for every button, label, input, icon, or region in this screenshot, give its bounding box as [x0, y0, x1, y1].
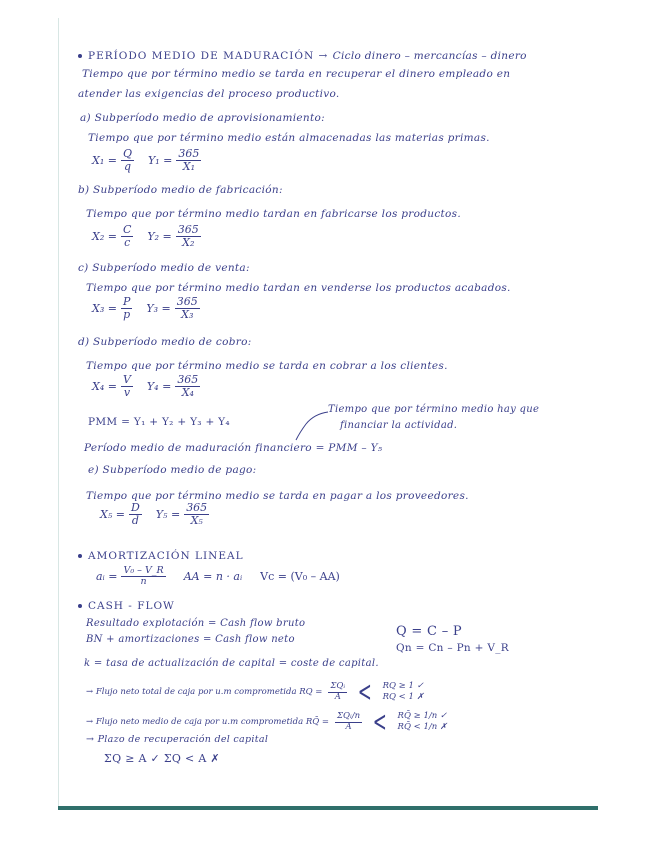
subperiod-e-title: e) Subperíodo medio de pago: [88, 464, 257, 476]
fraction-denominator: A [334, 691, 341, 702]
fraction-numerator: D [130, 501, 140, 514]
fraction-denominator: X₁ [182, 160, 196, 174]
k-definition: k = tasa de actualización de capital = coste de capital. [84, 658, 379, 669]
payback-conditions: ΣQ ≥ A ✓ ΣQ < A ✗ [104, 752, 220, 765]
subperiod-c-formulas [92, 296, 200, 321]
fraction-numerator: 365 [178, 147, 200, 160]
formula-lhs: X₃ = [92, 302, 117, 316]
bullet-icon [78, 54, 82, 58]
bullet-icon [78, 554, 82, 558]
pmm-financial: Período medio de maduración financiero = PMM – Y₅ [84, 442, 383, 454]
subperiod-c-desc: Tiempo que por término medio tardan en venderse los productos acabados. [86, 282, 511, 294]
section-heading-amortizacion [78, 550, 244, 562]
subperiod-a-formulas [92, 148, 201, 173]
subperiod-d-formulas [92, 374, 200, 399]
subperiod-e-formulas [100, 502, 209, 527]
cashflow-line-2: BN + amortizaciones = Cash flow neto [86, 634, 295, 645]
aa-formula: AA = n · aᵢ [183, 570, 243, 584]
left-angle-icon: < [357, 675, 372, 708]
pmm-definition-1: Tiempo que por término medio se tarda en recuperar el dinero empleado en [82, 68, 511, 80]
q-formula: Q = C – P [396, 624, 462, 639]
fraction-numerator: 365 [186, 501, 208, 514]
cashflow-line-1: Resultado explotación = Cash flow bruto [86, 618, 306, 629]
fraction-numerator: V [122, 373, 131, 386]
fraction-denominator: X₂ [182, 236, 195, 250]
formula-lhs: X₁ = [92, 154, 117, 168]
rq-case-accept: RQ ≥ 1 ✓ [382, 680, 424, 691]
rq-case-reject: RQ < 1 ✗ [382, 692, 424, 702]
formula-lhs: Y₁ = [148, 154, 173, 168]
subperiod-a-desc: Tiempo que por término medio están almacenadas las materias primas. [88, 132, 490, 144]
heading-text: AMORTIZACIÓN LINEAL [88, 550, 244, 562]
pmm-formula: PMM = Y₁ + Y₂ + Y₃ + Y₄ [88, 416, 230, 428]
vc-formula: Vc = (V₀ – AA) [260, 570, 340, 584]
subperiod-b-desc: Tiempo que por término medio tardan en fabricarse los productos. [86, 208, 461, 220]
fraction-denominator: X₅ [190, 514, 203, 528]
amortization-formulas [96, 566, 340, 588]
pmm-note-1: Tiempo que por término medio hay que [328, 404, 540, 415]
fraction-denominator: v [123, 386, 131, 400]
fraction-denominator: n [140, 576, 147, 588]
fraction-numerator: C [122, 223, 132, 236]
rq-label: → Flujo neto total de caja por u.m comprometida RQ = [86, 687, 323, 697]
formula-lhs: Y₂ = [147, 230, 172, 244]
cycle-text: Ciclo dinero – mercancías – dinero [332, 50, 527, 62]
bullet-icon [78, 604, 82, 608]
rq-mean-row [86, 705, 448, 738]
fraction-numerator: Q [122, 147, 132, 160]
rq-row [86, 675, 424, 708]
subperiod-a-title: a) Subperíodo medio de aprovisionamiento: [80, 112, 325, 124]
formula-lhs: X₅ = [100, 508, 125, 522]
formula-lhs: X₄ = [92, 380, 117, 394]
formula-lhs: X₂ = [92, 230, 117, 244]
fraction-denominator: p [123, 308, 131, 322]
page-bottom-rule [58, 806, 598, 810]
fraction-numerator: 365 [177, 223, 199, 236]
subperiod-c-title: c) Subperíodo medio de venta: [78, 262, 250, 274]
qn-formula: Qn = Cn – Pn + V_R [396, 642, 510, 654]
formula-lhs: Y₃ = [146, 302, 171, 316]
formula-lhs: Y₄ = [146, 380, 172, 394]
rq-mean-label: → Flujo neto medio de caja por u.m comprometida RQ̄ = [86, 717, 330, 727]
subperiod-d-title: d) Subperíodo medio de cobro: [78, 336, 252, 348]
fraction-numerator: 365 [176, 295, 198, 308]
subperiod-e-desc: Tiempo que por término medio se tarda en pagar a los proveedores. [86, 490, 469, 502]
fraction-numerator: P [122, 295, 131, 308]
fraction-denominator: A [345, 721, 352, 732]
formula-lhs: aᵢ = [96, 570, 118, 584]
fraction-denominator: X₃ [181, 308, 194, 322]
rq-mean-case-accept: RQ̄ ≥ 1/n ✓ [397, 710, 448, 721]
subperiod-b-formulas [92, 224, 201, 249]
pmm-definition-2: atender las exigencias del proceso productivo. [78, 88, 340, 100]
fraction-numerator: V₀ – V_R [123, 565, 164, 576]
fraction-numerator: ΣQᵢ [330, 681, 346, 692]
fraction-denominator: d [131, 514, 139, 528]
fraction-numerator: 365 [177, 373, 199, 386]
payback-label: → Plazo de recuperación del capital [86, 734, 269, 745]
subperiod-d-desc: Tiempo que por término medio se tarda en cobrar a los clientes. [86, 360, 448, 372]
section-heading-cashflow [78, 600, 175, 612]
left-angle-icon: < [372, 705, 387, 738]
heading-text: PERÍODO MEDIO DE MADURACIÓN [88, 50, 315, 62]
formula-lhs: Y₅ = [155, 508, 181, 522]
subperiod-b-title: b) Subperíodo medio de fabricación: [78, 184, 283, 196]
fraction-denominator: q [123, 160, 131, 174]
note-pointer-icon [292, 408, 332, 442]
section-heading-pmm [78, 50, 527, 62]
fraction-denominator: c [124, 236, 131, 250]
rq-mean-case-reject: RQ̄ < 1/n ✗ [397, 722, 448, 732]
fraction-numerator: ΣQᵢ/n [337, 711, 361, 722]
pmm-note-2: financiar la actividad. [340, 420, 458, 431]
heading-text: CASH - FLOW [88, 600, 175, 612]
fraction-denominator: X₄ [181, 386, 194, 400]
arrow-icon: → [318, 50, 329, 62]
